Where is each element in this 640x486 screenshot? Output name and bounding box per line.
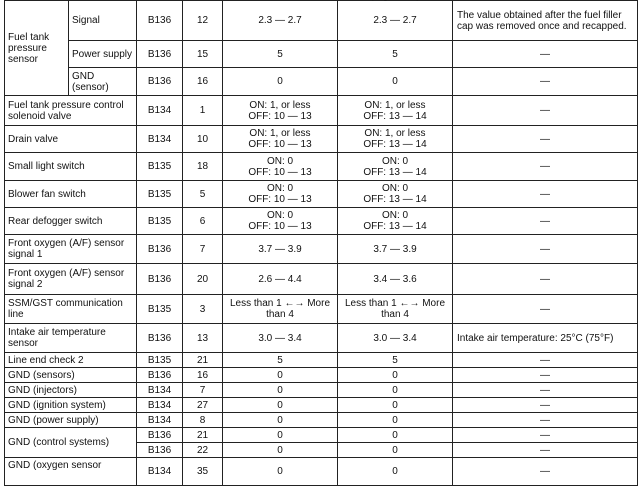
table-row (5, 1, 638, 41)
value-on: ON: 1, or less (364, 99, 426, 111)
voltage-engine-off-cell (223, 153, 338, 181)
voltage-engine-on-cell: 3.4 — 3.6 (338, 264, 453, 295)
note-cell: — (453, 235, 638, 264)
voltage-engine-on-cell: 0 (338, 383, 453, 398)
connector-cell: B136 (137, 68, 183, 96)
table-row (5, 264, 638, 295)
table-row (5, 96, 638, 126)
value-on: ON: 0 (381, 155, 409, 167)
table-row (5, 68, 638, 96)
voltage-engine-on-cell: 3.7 — 3.9 (338, 235, 453, 264)
voltage-engine-on-cell: 3.0 — 3.4 (338, 324, 453, 353)
voltage-engine-off-cell: 0 (223, 368, 338, 383)
terminal-cell: 27 (183, 398, 223, 413)
voltage-engine-off-cell: 3.0 — 3.4 (223, 324, 338, 353)
sub-item-cell: Power supply (69, 41, 137, 68)
table-row (5, 324, 638, 353)
connector-cell: B136 (137, 264, 183, 295)
connector-cell: B135 (137, 353, 183, 368)
voltage-engine-on-cell: 0 (338, 458, 453, 486)
item-cell: GND (control systems) (5, 428, 137, 458)
voltage-engine-on-cell: 5 (338, 41, 453, 68)
item-cell: GND (ignition system) (5, 398, 137, 413)
note-cell: — (453, 181, 638, 208)
note-cell: The value obtained after the fuel filler cap was removed once and recapped. (453, 1, 638, 41)
voltage-engine-off-cell (223, 208, 338, 235)
note-cell: Intake air temperature: 25°C (75°F) (453, 324, 638, 353)
value-on: ON: 1, or less (249, 99, 311, 111)
voltage-engine-off-cell: 5 (223, 353, 338, 368)
connector-cell: B134 (137, 458, 183, 486)
terminal-cell: 12 (183, 1, 223, 41)
terminal-cell: 35 (183, 458, 223, 486)
connector-cell: B134 (137, 126, 183, 153)
voltage-engine-off-cell: 0 (223, 428, 338, 443)
table-row (5, 383, 638, 398)
connector-cell: B134 (137, 96, 183, 126)
voltage-engine-on-cell: 0 (338, 368, 453, 383)
terminal-cell: 15 (183, 41, 223, 68)
note-cell: — (453, 96, 638, 126)
connector-cell: B134 (137, 413, 183, 428)
value-on: ON: 0 (266, 155, 294, 167)
note-cell: — (453, 383, 638, 398)
voltage-engine-off-cell: 2.6 — 4.4 (223, 264, 338, 295)
sub-item-cell: Signal (69, 1, 137, 41)
value-on: ON: 0 (266, 210, 294, 221)
connector-cell: B135 (137, 181, 183, 208)
item-cell: Drain valve (5, 126, 137, 153)
voltage-engine-off-cell: 0 (223, 68, 338, 96)
voltage-engine-on-cell (338, 181, 453, 208)
terminal-cell: 6 (183, 208, 223, 235)
voltage-engine-on-cell: 5 (338, 353, 453, 368)
voltage-engine-off-cell (223, 181, 338, 208)
voltage-engine-off-cell (223, 126, 338, 153)
connector-cell: B136 (137, 428, 183, 443)
table-row (5, 41, 638, 68)
terminal-cell: 7 (183, 383, 223, 398)
note-cell: — (453, 264, 638, 295)
connector-cell: B135 (137, 208, 183, 235)
voltage-engine-on-cell: 0 (338, 398, 453, 413)
value-on: ON: 0 (266, 183, 294, 194)
note-cell: — (453, 413, 638, 428)
item-cell: Blower fan switch (5, 181, 137, 208)
value-off: OFF: 10 — 13 (248, 194, 312, 205)
voltage-engine-on-cell: 0 (338, 68, 453, 96)
voltage-engine-on-cell: Less than 1 ←→ More than 4 (338, 295, 453, 324)
item-cell: GND (sensors) (5, 368, 137, 383)
voltage-engine-off-cell: 5 (223, 41, 338, 68)
terminal-cell: 7 (183, 235, 223, 264)
item-cell: SSM/GST communication line (5, 295, 137, 324)
terminal-cell: 18 (183, 153, 223, 181)
value-off: OFF: 13 — 14 (363, 110, 427, 122)
voltage-engine-off-cell: Less than 1 ←→ More than 4 (223, 295, 338, 324)
value-on: ON: 1, or less (364, 128, 426, 139)
voltage-engine-on-cell (338, 208, 453, 235)
note-cell: — (453, 458, 638, 486)
value-off: OFF: 13 — 14 (363, 139, 427, 150)
value-on: ON: 0 (381, 210, 409, 221)
item-cell: GND (power supply) (5, 413, 137, 428)
value-off: OFF: 10 — 13 (248, 139, 312, 150)
item-cell: Small light switch (5, 153, 137, 181)
table-row (5, 428, 638, 443)
value-off: OFF: 10 — 13 (248, 221, 312, 232)
note-cell: — (453, 398, 638, 413)
terminal-cell: 22 (183, 443, 223, 458)
item-cell: GND (oxygen sensor (5, 458, 137, 486)
terminal-cell: 13 (183, 324, 223, 353)
connector-cell: B136 (137, 368, 183, 383)
note-cell: — (453, 153, 638, 181)
voltage-engine-on-cell: 0 (338, 413, 453, 428)
terminal-cell: 1 (183, 96, 223, 126)
table-row (5, 458, 638, 486)
voltage-engine-on-cell (338, 96, 453, 126)
value-off: OFF: 13 — 14 (363, 166, 427, 178)
connector-cell: B136 (137, 1, 183, 41)
item-cell: Fuel tank pressure sensor (5, 1, 69, 96)
terminal-cell: 3 (183, 295, 223, 324)
voltage-engine-off-cell: 0 (223, 398, 338, 413)
voltage-engine-off-cell: 2.3 — 2.7 (223, 1, 338, 41)
connector-cell: B136 (137, 235, 183, 264)
table-row (5, 208, 638, 235)
connector-cell: B135 (137, 153, 183, 181)
connector-cell: B134 (137, 383, 183, 398)
voltage-engine-off-cell: 0 (223, 383, 338, 398)
voltage-engine-off-cell: 0 (223, 458, 338, 486)
value-off: OFF: 13 — 14 (363, 221, 427, 232)
terminal-cell: 20 (183, 264, 223, 295)
value-on: ON: 1, or less (249, 128, 311, 139)
item-cell: Line end check 2 (5, 353, 137, 368)
connector-cell: B136 (137, 443, 183, 458)
item-cell: Rear defogger switch (5, 208, 137, 235)
ecm-io-signal-table (4, 0, 638, 486)
note-cell: — (453, 443, 638, 458)
terminal-cell: 16 (183, 368, 223, 383)
voltage-engine-on-cell: 2.3 — 2.7 (338, 1, 453, 41)
table-row (5, 368, 638, 383)
note-cell: — (453, 68, 638, 96)
voltage-engine-off-cell (223, 96, 338, 126)
note-cell: — (453, 428, 638, 443)
table-row (5, 398, 638, 413)
note-cell: — (453, 353, 638, 368)
table-row (5, 353, 638, 368)
table-row (5, 235, 638, 264)
table-row (5, 413, 638, 428)
item-cell: GND (injectors) (5, 383, 137, 398)
voltage-engine-off-cell: 0 (223, 443, 338, 458)
terminal-cell: 21 (183, 353, 223, 368)
terminal-cell: 5 (183, 181, 223, 208)
connector-cell: B136 (137, 41, 183, 68)
table-row (5, 153, 638, 181)
value-off: OFF: 13 — 14 (363, 194, 427, 205)
value-off: OFF: 10 — 13 (248, 166, 312, 178)
note-cell: — (453, 126, 638, 153)
note-cell: — (453, 295, 638, 324)
connector-cell: B136 (137, 324, 183, 353)
item-cell: Front oxygen (A/F) sensor signal 1 (5, 235, 137, 264)
voltage-engine-on-cell: 0 (338, 428, 453, 443)
item-cell: Intake air temperature sensor (5, 324, 137, 353)
terminal-cell: 21 (183, 428, 223, 443)
voltage-engine-on-cell (338, 126, 453, 153)
value-on: ON: 0 (381, 183, 409, 194)
terminal-cell: 16 (183, 68, 223, 96)
value-off: OFF: 10 — 13 (248, 110, 312, 122)
connector-cell: B134 (137, 398, 183, 413)
note-cell: — (453, 368, 638, 383)
table-row (5, 295, 638, 324)
item-cell: Fuel tank pressure control solenoid valve (5, 96, 137, 126)
connector-cell: B135 (137, 295, 183, 324)
terminal-cell: 10 (183, 126, 223, 153)
table-row (5, 126, 638, 153)
terminal-cell: 8 (183, 413, 223, 428)
voltage-engine-on-cell (338, 153, 453, 181)
item-cell: Front oxygen (A/F) sensor signal 2 (5, 264, 137, 295)
voltage-engine-off-cell: 3.7 — 3.9 (223, 235, 338, 264)
voltage-engine-off-cell: 0 (223, 413, 338, 428)
note-cell: — (453, 41, 638, 68)
voltage-engine-on-cell: 0 (338, 443, 453, 458)
sub-item-cell: GND (sensor) (69, 68, 137, 96)
note-cell: — (453, 208, 638, 235)
table-row (5, 181, 638, 208)
